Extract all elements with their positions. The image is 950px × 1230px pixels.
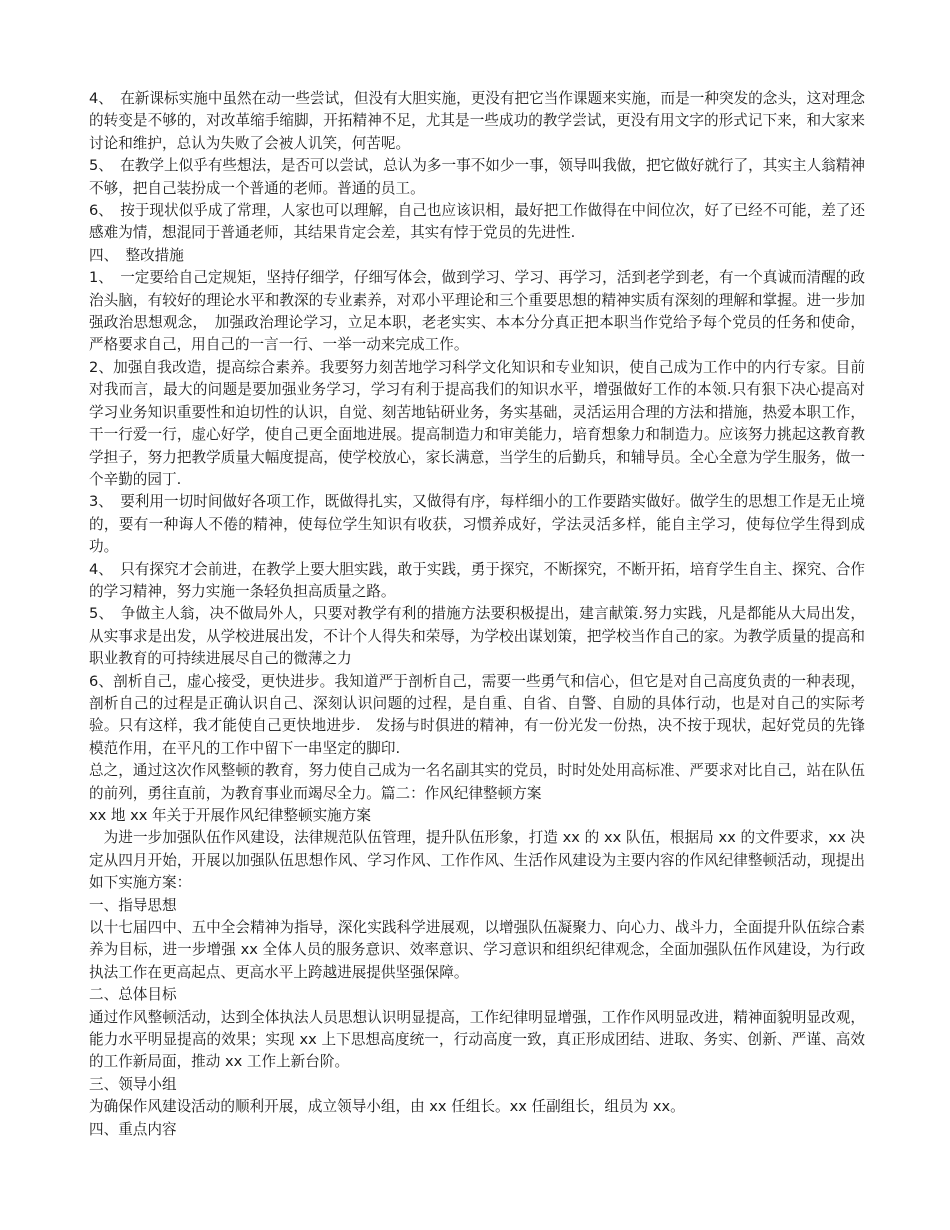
measure-6-paragraph: 6、剖析自己，虚心接受，更快进步。我知道严于剖析自己，需要一些勇气和信心，但它是对自己高度负责的一种表现，剖析自己的过程是正确认识自己、深刻认识问题的过程，是自重、自省、自警、自励的具体行动，也是对自己的实际考验。只有这样，我才能使自己更快地进步. 发扬与时俱进的精神，有一份光发一份热，决不按于现状，起好党员的先锋模范作用，在平凡的工作中留下一串坚定的脚印. (89, 672, 865, 757)
paragraph-item-5-ownership: 5、 在教学上似乎有些想法，是否可以尝试，总认为多一事不如少一事，领导叫我做，把它做好就行了，其实主人翁精神不够，把自己装扮成一个普通的老师。普通的员工。 (89, 157, 865, 197)
measure-3-paragraph: 3、 要利用一切时间做好各项工作，既做得扎实，又做得有序，每样细小的工作要踏实做好。做学生的思想工作是无止境的，要有一种诲人不倦的精神，使每位学生知识有收获，习惯养成好，学法灵活多样，能自主学习，使每位学生得到成功。 (89, 493, 865, 556)
plan-intro-paragraph: 为进一步加强队伍作风建设，法律规范队伍管理，提升队伍形象，打造 xx 的 xx 队伍，根据局 xx 的文件要求，xx 决定从四月开始，开展以加强队伍思想作风、学习作风、工作作风、生活作风建设为主要内容的作风纪律整顿活动，现提出如下实施方案： (89, 829, 865, 892)
section-heading-leadership-group: 三、领导小组 (89, 1075, 177, 1093)
measure-4-paragraph: 4、 只有探究才会前进，在教学上要大胆实践，敢于实践，勇于探究，不断探究，不断开拓，培育学生自主、探究、合作的学习精神，努力实施一条轻负担高质量之路。 (89, 560, 865, 600)
section-heading-overall-goal: 二、总体目标 (89, 986, 177, 1004)
measure-5-paragraph: 5、 争做主人翁，决不做局外人，只要对教学有利的措施方法要积极提出，建言献策.努力实践，凡是都能从大局出发，从实事求是出发，从学校进展出发，不计个人得失和荣辱，为学校出谋划策，把学校当作自己的家。为教学质量的提高和职业教育的可持续进展尽自己的微薄之力 (89, 605, 865, 668)
overall-goal-paragraph: 通过作风整顿活动，达到全体执法人员思想认识明显提高，工作纪律明显增强，工作作风明显改进，精神面貌明显改观，能力水平明显提高的效果；实现 xx 上下思想高度统一，行动高度一致，真正形成团结、进取、务实、创新、严谨、高效的工作新局面，推动 xx 工作上新台阶。 (89, 1008, 865, 1071)
plan-title: xx 地 xx 年关于开展作风纪律整顿实施方案 (89, 807, 371, 824)
section-heading-rectification-measures: 四、 整改措施 (89, 246, 184, 264)
leadership-group-paragraph: 为确保作风建设活动的顺利开展，成立领导小组，由 xx 任组长。xx 任副组长，组员为 xx。 (89, 1098, 685, 1116)
paragraph-item-6-complacency: 6、 按于现状似乎成了常理，人家也可以理解，自己也应该识相，最好把工作做得在中间位次，好了已经不可能，差了还感难为情，想混同于普通老师，其结果肯定会差，其实有悖于党员的先进性. (89, 202, 865, 242)
summary-paragraph: 总之，通过这次作风整顿的教育，努力使自己成为一名名副其实的党员，时时处处用高标准、严要求对比自己，站在队伍的前列，勇往直前，为教育事业而竭尽全力。篇二：作风纪律整顿方案 (89, 762, 865, 802)
section-heading-guiding-ideology: 一、指导思想 (89, 896, 177, 914)
measure-1-paragraph: 1、 一定要给自己定规矩，坚持仔细学，仔细写体会，做到学习、学习、再学习，活到老学到老，有一个真诚而清醒的政治头脑，有较好的理论水平和教深的专业素养，对邓小平理论和三个重要思想的精神实质有深刻的理解和掌握。进一步加强政治思想观念， 加强政治理论学习，立足本职，老老实实、本本分分真正把本职当作党给予每个党员的任务和使命，严格要求自己，用自己的一言一行、一举一动来完成工作。 (89, 269, 865, 354)
section-heading-key-content: 四、重点内容 (89, 1120, 177, 1138)
measure-2-paragraph: 2、加强自我改造，提高综合素养。我要努力刻苦地学习科学文化知识和专业知识，使自己成为工作中的内行专家。目前对我而言，最大的问题是要加强业务学习，学习有利于提高我们的知识水平，增强做好工作的本领.只有狠下决心提高对学习业务知识重要性和迫切性的认识，自觉、刻苦地钻研业务，务实基础，灵活运用合理的方法和措施，热爱本职工作，干一行爱一行，虚心好学，使自己更全面地进展。提高制造力和审美能力，培育想象力和制造力。应该努力挑起这教育教学担子，努力把教学质量大幅度提高，使学校放心，家长满意，当学生的后勤兵，和辅导员。全心全意为学生服务，做一个辛勤的园丁. (89, 358, 865, 488)
paragraph-item-4-innovation: 4、 在新课标实施中虽然在动一些尝试，但没有大胆实施，更没有把它当作课题来实施，而是一种突发的念头，这对理念的转变是不够的，对改革缩手缩脚，开拓精神不足，尤其是一些成功的教学尝试，更没有用文字的形式记下来，和大家来讨论和维护，总认为失败了会被人讥笑，何苦呢。 (89, 90, 865, 152)
document-page (89, 88, 865, 1141)
guiding-ideology-paragraph: 以十七届四中、五中全会精神为指导，深化实践科学进展观，以增强队伍凝聚力、向心力、战斗力，全面提升队伍综合素养为目标，进一步增强 xx 全体人员的服务意识、效率意识、学习意识和组织纪律观念，全面加强队伍作风建设，为行政执法工作在更高起点、更高水平上跨越进展提供坚强保障。 (89, 919, 865, 981)
